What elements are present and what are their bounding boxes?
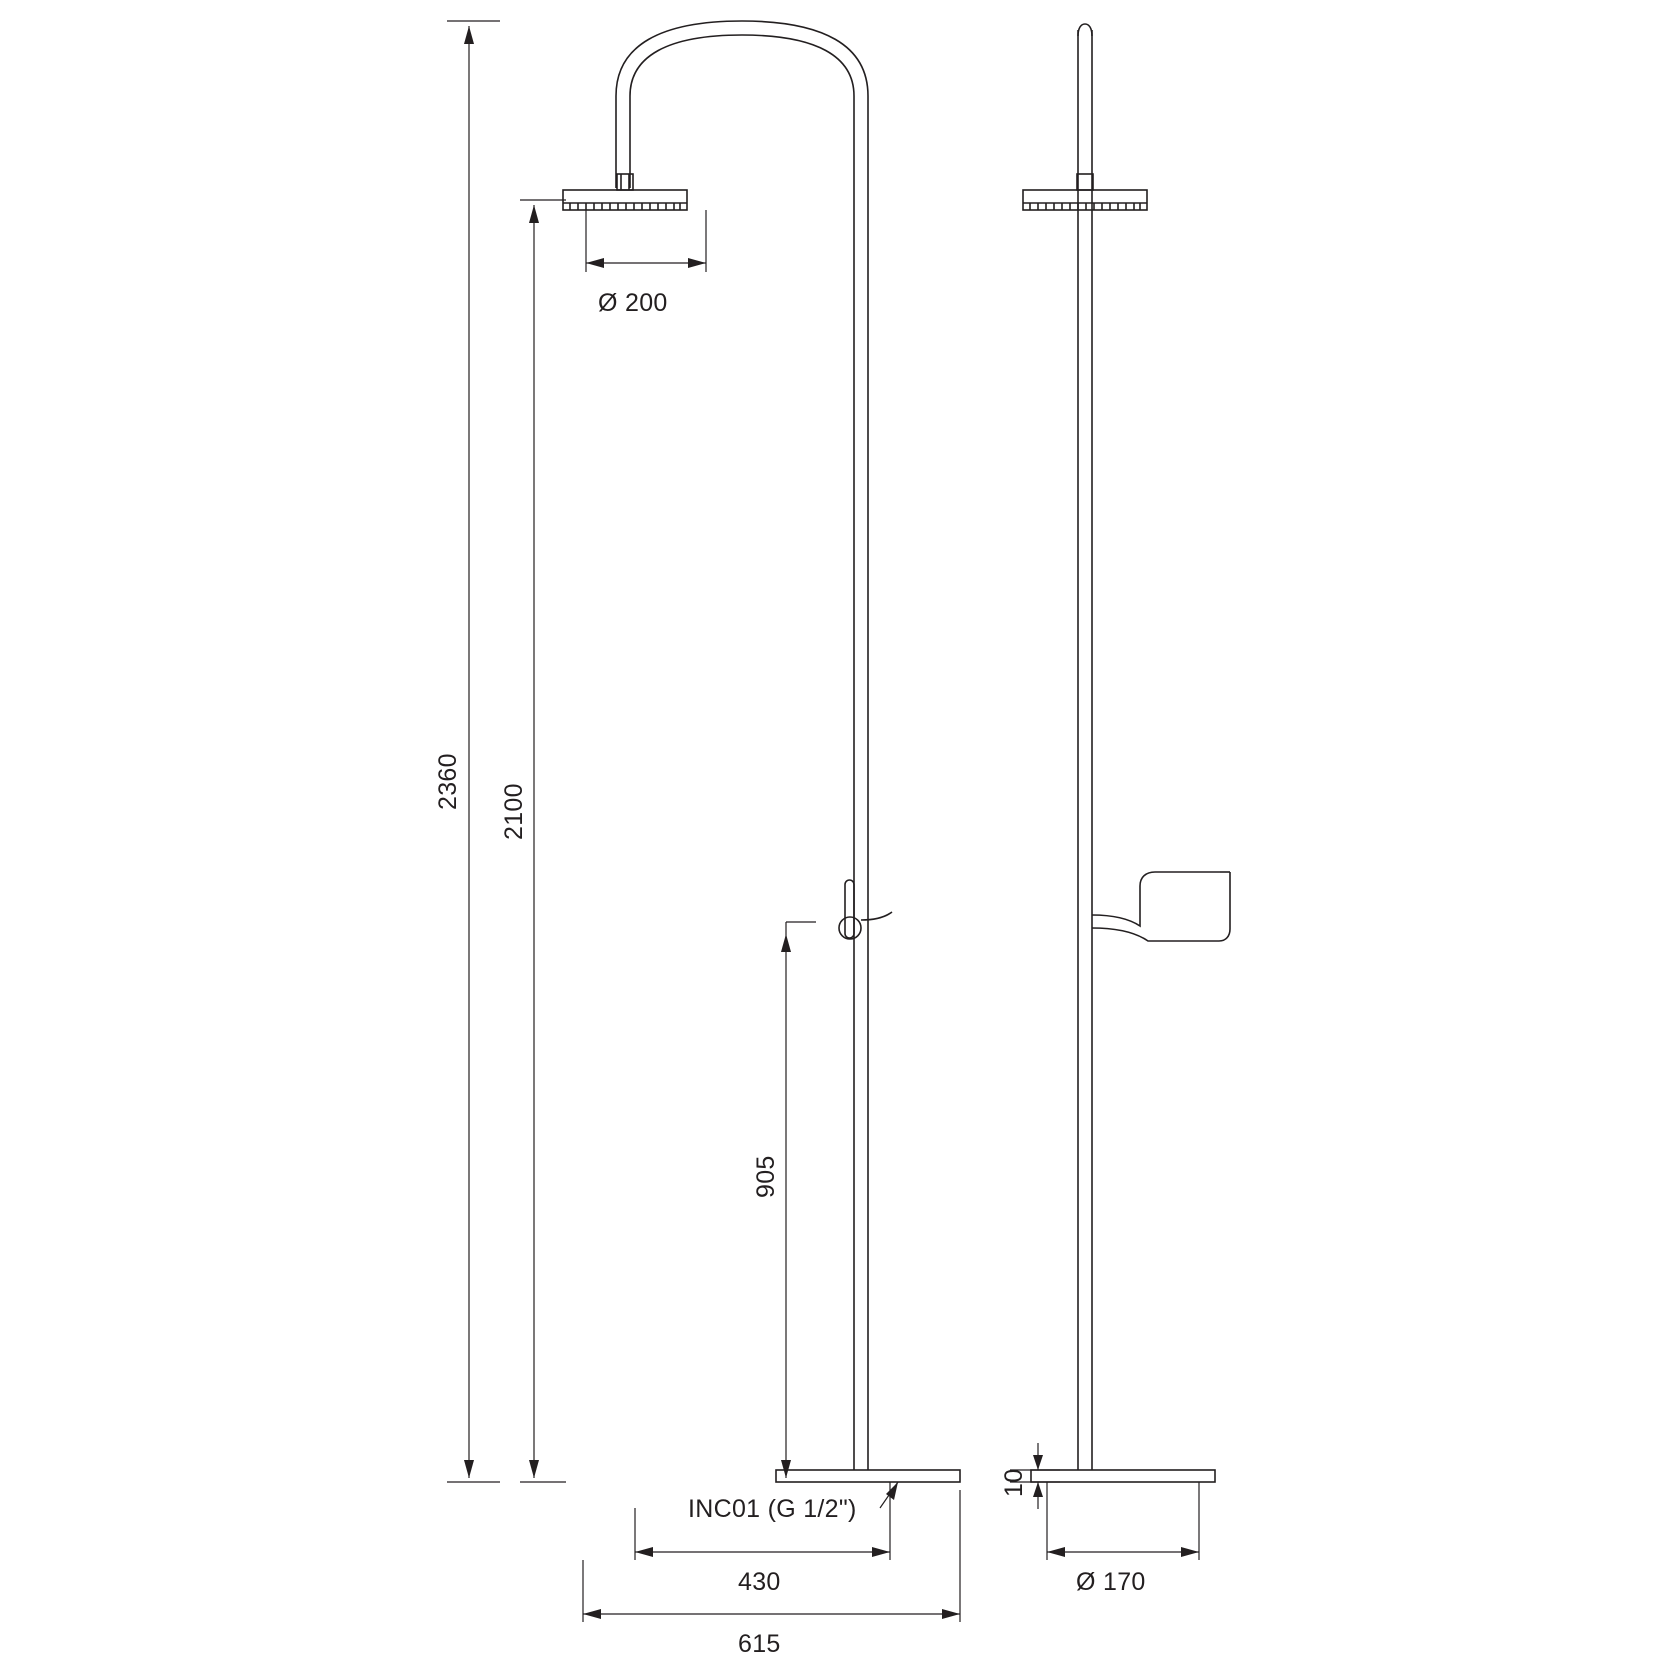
shower-head-front bbox=[563, 190, 687, 210]
shower-head-side bbox=[1023, 174, 1147, 210]
inlet-leader bbox=[880, 1482, 898, 1508]
dim-905 bbox=[781, 922, 816, 1478]
gooseneck-arm bbox=[616, 21, 868, 1470]
dim-label-plate-thickness: 10 bbox=[1000, 1468, 1028, 1497]
riser-side bbox=[1078, 24, 1092, 1470]
dim-label-mixer-height: 905 bbox=[752, 1155, 780, 1198]
dim-2360 bbox=[447, 21, 500, 1482]
dim-head-diameter bbox=[586, 210, 706, 272]
base-plate-side bbox=[1031, 1470, 1215, 1482]
dim-label-riser-height: 2100 bbox=[500, 783, 528, 840]
base-plate-front bbox=[776, 1470, 960, 1482]
mixer-lever-side bbox=[1092, 872, 1230, 941]
dim-label-overall-height: 2360 bbox=[434, 753, 462, 810]
label-inlet-connection: INC01 (G 1/2") bbox=[688, 1495, 857, 1523]
dim-label-head-diameter: Ø 200 bbox=[598, 289, 668, 317]
dim-label-total-width: 615 bbox=[738, 1630, 781, 1658]
dim-2100 bbox=[520, 200, 566, 1482]
dim-label-front-offset: 430 bbox=[738, 1568, 781, 1596]
mixer-valve-front bbox=[839, 880, 892, 939]
dim-base-diameter bbox=[1047, 1482, 1199, 1560]
dim-label-base-diameter: Ø 170 bbox=[1076, 1568, 1146, 1596]
